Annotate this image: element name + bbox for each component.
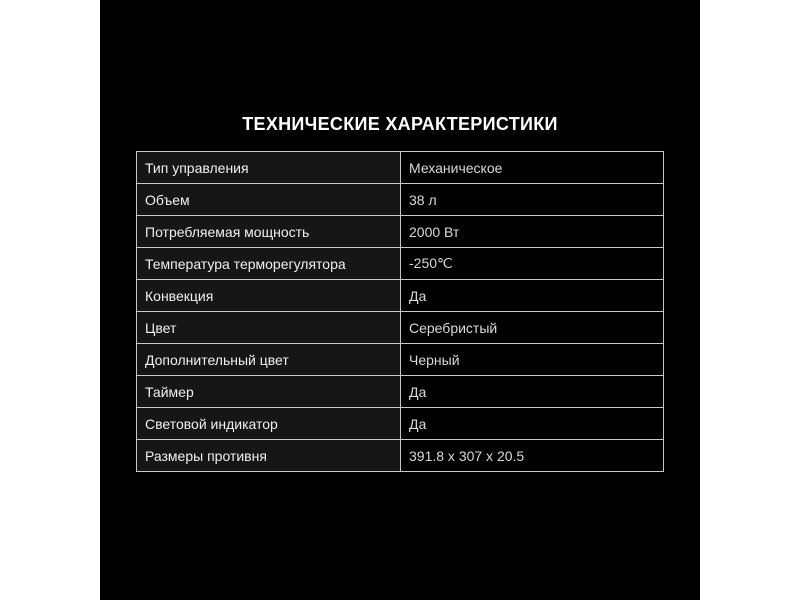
- spec-label: Температура терморегулятора: [137, 248, 401, 280]
- spec-value: Механическое: [401, 152, 664, 184]
- spec-panel: [100, 0, 700, 600]
- spec-label: Таймер: [137, 376, 401, 408]
- spec-table: [136, 151, 664, 472]
- spec-label: Цвет: [137, 312, 401, 344]
- spec-label: Конвекция: [137, 280, 401, 312]
- page-title: ТЕХНИЧЕСКИЕ ХАРАКТЕРИСТИКИ: [242, 114, 558, 134]
- table-row: [137, 376, 664, 408]
- spec-label: Размеры противня: [137, 440, 401, 472]
- spec-label: Потребляемая мощность: [137, 216, 401, 248]
- spec-value: 38 л: [401, 184, 664, 216]
- spec-value: Серебристый: [401, 312, 664, 344]
- table-row: [137, 280, 664, 312]
- table-row: [137, 312, 664, 344]
- spec-value: 391.8 x 307 x 20.5: [401, 440, 664, 472]
- spec-label: Световой индикатор: [137, 408, 401, 440]
- table-row: [137, 408, 664, 440]
- spec-value: Черный: [401, 344, 664, 376]
- table-row: [137, 344, 664, 376]
- spec-value: Да: [401, 280, 664, 312]
- table-row: [137, 440, 664, 472]
- spec-label: Дополнительный цвет: [137, 344, 401, 376]
- table-row: [137, 184, 664, 216]
- table-row: [137, 216, 664, 248]
- spec-label: Тип управления: [137, 152, 401, 184]
- spec-value: 2000 Вт: [401, 216, 664, 248]
- table-row: [137, 248, 664, 280]
- spec-value: -250℃: [401, 248, 664, 280]
- spec-value: Да: [401, 376, 664, 408]
- spec-label: Объем: [137, 184, 401, 216]
- table-row: [137, 152, 664, 184]
- spec-value: Да: [401, 408, 664, 440]
